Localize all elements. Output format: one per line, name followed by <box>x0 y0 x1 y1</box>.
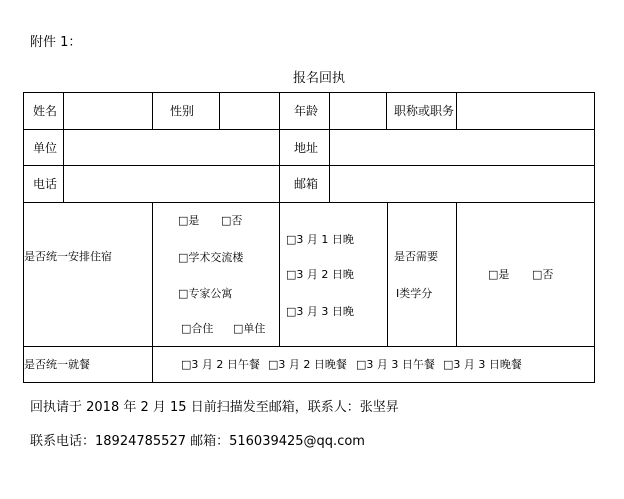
meal-mar3-dinner-checkbox[interactable]: □3 月 3 日晚餐 <box>443 358 522 371</box>
footer-contact-text: 联系电话：18924785527 邮箱：516039425@qq.com <box>30 434 365 449</box>
position-field[interactable] <box>457 93 594 129</box>
footer-deadline-text: 回执请于 2018 年 2 月 15 日前扫描发至邮箱，联系人：张坚昇 <box>30 400 399 415</box>
credit-label-line1: 是否需要 <box>394 250 438 263</box>
meal-mar3-lunch-checkbox[interactable]: □3 月 3 日午餐 <box>356 358 435 371</box>
building-checkbox[interactable]: □学术交流楼 <box>178 251 244 264</box>
position-label: 职称或职务 <box>394 104 455 118</box>
apartment-checkbox[interactable]: □专家公寓 <box>178 287 233 300</box>
address-field[interactable] <box>330 130 594 165</box>
lodging-no-checkbox[interactable]: □否 <box>221 214 243 227</box>
gender-field[interactable] <box>220 93 279 129</box>
attachment-label: 附件 1： <box>30 35 82 50</box>
page-title: 报名回执 <box>293 71 346 86</box>
phone-label: 电话 <box>33 177 58 191</box>
lodging-label: 是否统一安排住宿 <box>24 250 112 263</box>
credit-no-checkbox[interactable]: □否 <box>532 268 554 281</box>
email-label: 邮箱 <box>294 177 319 191</box>
shared-room-checkbox[interactable]: □合住 <box>181 322 214 335</box>
name-label: 姓名 <box>33 104 58 118</box>
meal-mar2-lunch-checkbox[interactable]: □3 月 2 日午餐 <box>181 358 260 371</box>
night-mar3-checkbox[interactable]: □3 月 3 日晚 <box>286 305 354 318</box>
night-mar2-checkbox[interactable]: □3 月 2 日晚 <box>286 268 354 281</box>
credit-yes-checkbox[interactable]: □是 <box>488 268 510 281</box>
age-label: 年龄 <box>294 104 319 118</box>
email-field[interactable] <box>330 166 594 202</box>
meals-label: 是否统一就餐 <box>24 358 90 371</box>
address-label: 地址 <box>294 141 319 155</box>
credit-label-line2: Ⅰ类学分 <box>396 287 433 300</box>
gender-label: 性别 <box>170 104 195 118</box>
unit-label: 单位 <box>33 141 58 155</box>
night-mar1-checkbox[interactable]: □3 月 1 日晚 <box>286 233 354 246</box>
meal-mar2-dinner-checkbox[interactable]: □3 月 2 日晚餐 <box>268 358 347 371</box>
age-field[interactable] <box>330 93 386 129</box>
name-field[interactable] <box>64 93 152 129</box>
single-room-checkbox[interactable]: □单住 <box>233 322 266 335</box>
lodging-yes-checkbox[interactable]: □是 <box>178 214 200 227</box>
unit-field[interactable] <box>64 130 279 165</box>
phone-field[interactable] <box>64 166 279 202</box>
